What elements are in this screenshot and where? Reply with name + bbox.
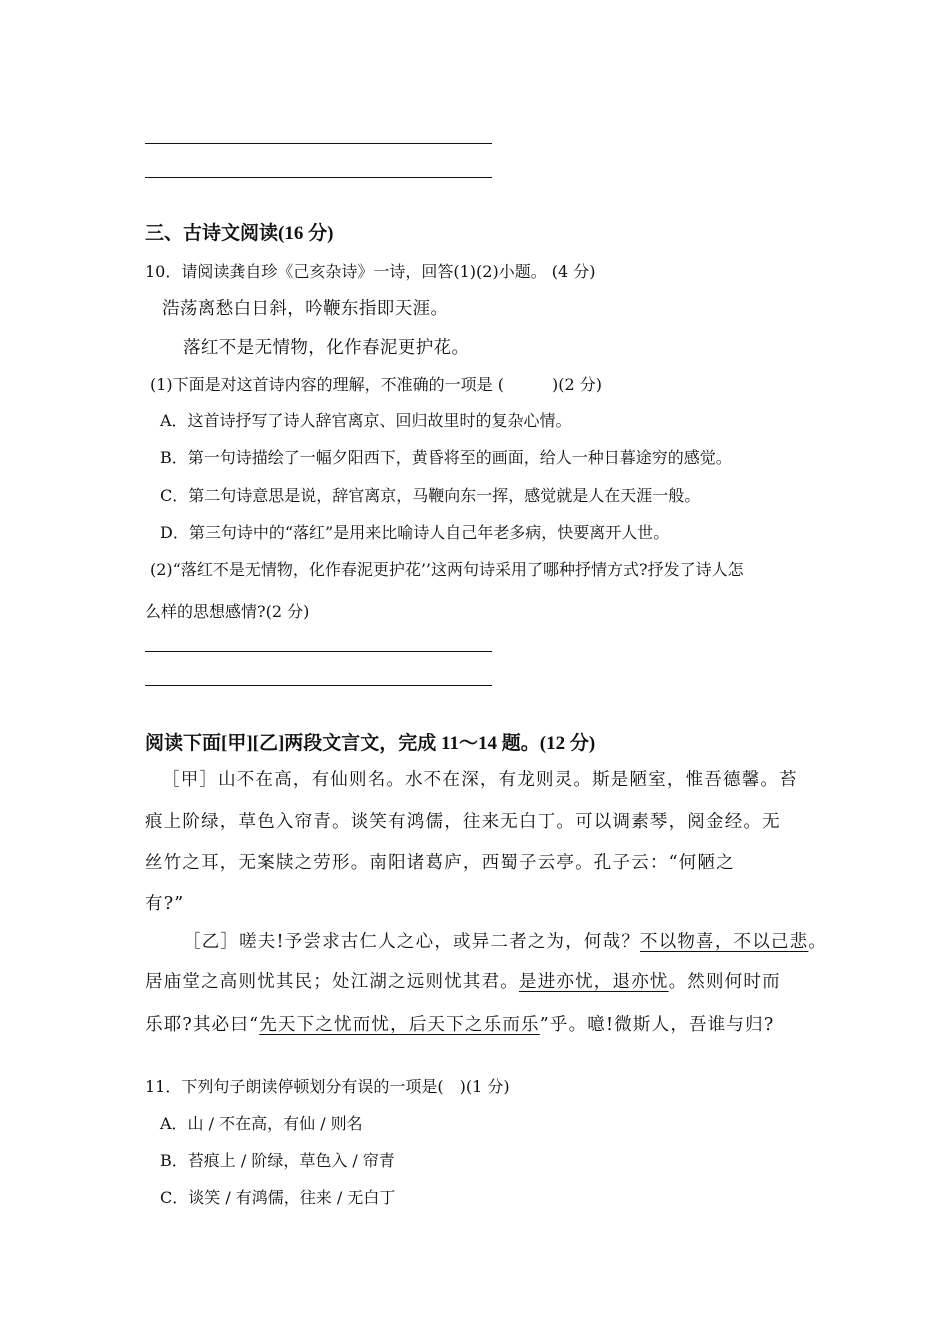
option-d[interactable]: D．第三句诗中的“落红”是用来比喻诗人自己年老多病，快要离开人世。 <box>160 523 670 542</box>
option-a[interactable]: A．这首诗抒写了诗人辞官离京、回归故里时的复杂心情。 <box>160 411 572 430</box>
answer-line[interactable] <box>145 143 492 144</box>
answer-line[interactable] <box>145 177 492 178</box>
option-b[interactable]: B．第一句诗描绘了一幅夕阳西下，黄昏将至的画面，给人一种日暮途穷的感觉。 <box>160 448 732 467</box>
passage-yi-line <box>145 1011 774 1036</box>
underlined-sentence: 先天下之忧而忧，后天下之乐而乐 <box>259 1015 540 1035</box>
option-a[interactable]: A．山 / 不在高，有仙 / 则名 <box>160 1114 363 1133</box>
passage-jia-line: 有?” <box>145 894 185 914</box>
passage-jia-line: ［甲］山不在高，有仙则名。水不在深，有龙则灵。斯是陋室，惟吾德馨。苔 <box>162 770 798 790</box>
poem-line-1: 浩荡离愁白日斜，吟鞭东指即天涯。 <box>162 299 449 319</box>
reading-heading: 阅读下面[甲][乙]两段文言文，完成 11～14 题。(12 分) <box>145 733 596 754</box>
answer-line[interactable] <box>145 651 492 652</box>
option-c[interactable]: C．第二句诗意思是说，辞官离京，马鞭向东一挥，感觉就是人在天涯一般。 <box>160 486 701 505</box>
answer-line[interactable] <box>145 685 492 686</box>
section-heading: 三、古诗文阅读(16 分) <box>145 223 334 244</box>
passage-yi-text: 乐耶?其必曰“ <box>145 1015 260 1035</box>
question-10-sub2-line1: (2)“落红不是无情物，化作春泥更护花’’这两句诗采用了哪种抒情方式?抒发了诗人怎 <box>150 560 744 579</box>
underlined-sentence: 是进亦忧，退亦忧 <box>519 972 669 992</box>
question-10-sub2-line2: 么样的思想感情?(2 分) <box>145 602 310 621</box>
passage-yi-line <box>183 928 827 953</box>
passage-jia-line: 丝竹之耳，无案牍之劳形。南阳诸葛庐，西蜀子云亭。孔子云：“何陋之 <box>145 853 735 873</box>
passage-yi-text: 。然则何时而 <box>668 972 781 992</box>
question-10-stem: 10．请阅读龚自珍《己亥杂诗》一诗，回答(1)(2)小题。 (4 分) <box>145 262 596 281</box>
passage-yi-text: 居庙堂之高则忧其民；处江湖之远则忧其君。 <box>145 972 519 992</box>
passage-yi-text: ”乎。噫!微斯人，吾谁与归? <box>539 1015 775 1035</box>
question-10-sub1: (1)下面是对这首诗内容的理解，不准确的一项是 ( )(2 分) <box>150 375 602 394</box>
passage-yi-text: 。 <box>808 932 828 952</box>
passage-jia-line: 痕上阶绿，草色入帘青。谈笑有鸿儒，往来无白丁。可以调素琴，阅金经。无 <box>145 812 781 832</box>
passage-yi-line <box>145 968 781 993</box>
underlined-sentence: 不以物喜，不以己悲 <box>640 932 809 952</box>
poem-line-2: 落红不是无情物，化作春泥更护花。 <box>183 338 470 358</box>
passage-yi-text: ［乙］嗟夫!予尝求古仁人之心，或异二者之为，何哉？ <box>183 932 641 952</box>
option-b[interactable]: B．苔痕上 / 阶绿，草色入 / 帘青 <box>160 1151 395 1170</box>
option-c[interactable]: C．谈笑 / 有鸿儒，往来 / 无白丁 <box>160 1188 396 1207</box>
question-11-stem: 11．下列句子朗读停顿划分有误的一项是( )(1 分) <box>145 1077 510 1096</box>
